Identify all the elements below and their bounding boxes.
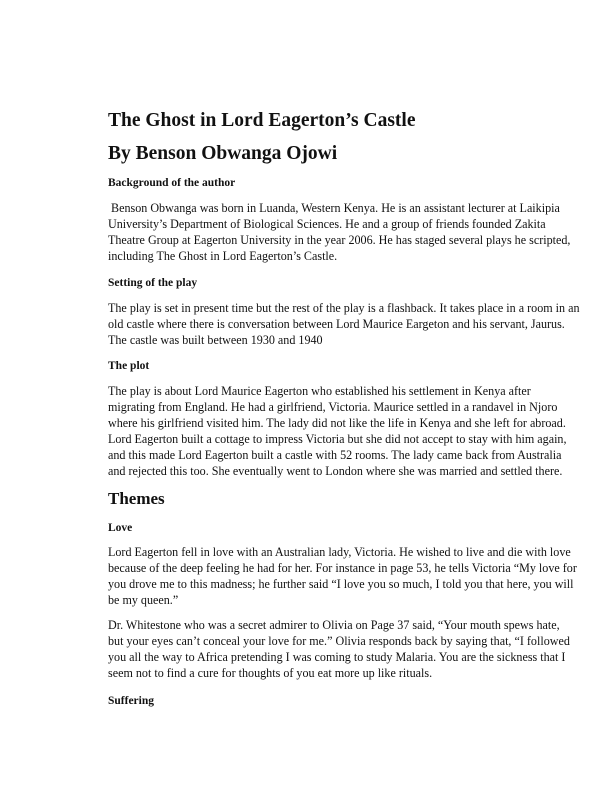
heading-suffering: Suffering xyxy=(108,695,154,707)
heading-themes: Themes xyxy=(108,489,165,508)
text-line: The play is set in present time but the rest of the play is a flashback. It takes place in a room in an xyxy=(108,301,580,315)
text-line: Dr. Whitestone who was a secret admirer to Olivia on Page 37 said, “Your mouth spews hate, xyxy=(108,618,560,632)
text-line: migrating from England. He had a girlfriend, Victoria. Maurice settled in a randavel in Njoro xyxy=(108,400,558,414)
text-line: old castle where there is conversation between Lord Maurice Eargeton and his servant, Jaurus. xyxy=(108,317,565,331)
text-line: because of the deep feeling he had for her. For instance in page 53, he tells Victoria “My love for xyxy=(108,561,577,575)
text-line: you drove me to this madness; he further said “I love you so much, I told you that here, you will xyxy=(108,577,574,591)
text-line: including The Ghost in Lord Eagerton’s Castle. xyxy=(108,249,338,263)
text-line: Benson Obwanga was born in Luanda, Western Kenya. He is an assistant lecturer at Laikipia xyxy=(108,201,560,215)
paragraph-plot xyxy=(108,383,567,479)
document-byline: By Benson Obwanga Ojowi xyxy=(108,143,338,164)
text-line: and rejected this too. She eventually went to London where she was married and settled there. xyxy=(108,464,563,478)
text-line: The play is about Lord Maurice Eagerton who established his settlement in Kenya after xyxy=(108,384,531,398)
text-line: but your eyes can’t conceal your love for me.” Olivia responds back by saying that, “I followed xyxy=(108,634,570,648)
text-line: Lord Eagerton built a cottage to impress Victoria but she did not accept to stay with him again, xyxy=(108,432,567,446)
heading-setting: Setting of the play xyxy=(108,277,198,289)
text-line: The castle was built between 1930 and 1940 xyxy=(108,333,323,347)
paragraph-love-1 xyxy=(108,544,577,608)
document-title: The Ghost in Lord Eagerton’s Castle xyxy=(108,110,416,131)
text-line: and this made Lord Eagerton built a castle with 52 rooms. The lady came back from Australia xyxy=(108,448,562,462)
heading-background: Background of the author xyxy=(108,177,236,189)
text-line: Lord Eagerton fell in love with an Australian lady, Victoria. He wished to live and die with love xyxy=(108,545,571,559)
text-line: seem not to find a cure for thoughts of you eat more up like rituals. xyxy=(108,666,433,680)
text-line: where his girlfriend visited him. The lady did not like the life in Kenya and she left for abroad. xyxy=(108,416,566,430)
text-line: be my queen.” xyxy=(108,593,179,607)
paragraph-setting xyxy=(108,300,580,348)
paragraph-love-2 xyxy=(108,617,570,681)
heading-plot: The plot xyxy=(108,360,150,372)
text-line: Theatre Group at Eagerton University in the year 2006. He has staged several plays he scripted, xyxy=(108,233,571,247)
text-line: you all the way to Africa pretending I was coming to study Malaria. You are the sickness that I xyxy=(108,650,566,664)
heading-love: Love xyxy=(108,522,133,534)
text-line: University’s Department of Biological Sciences. He and a group of friends founded Zakita xyxy=(108,217,546,231)
paragraph-background xyxy=(108,200,570,264)
